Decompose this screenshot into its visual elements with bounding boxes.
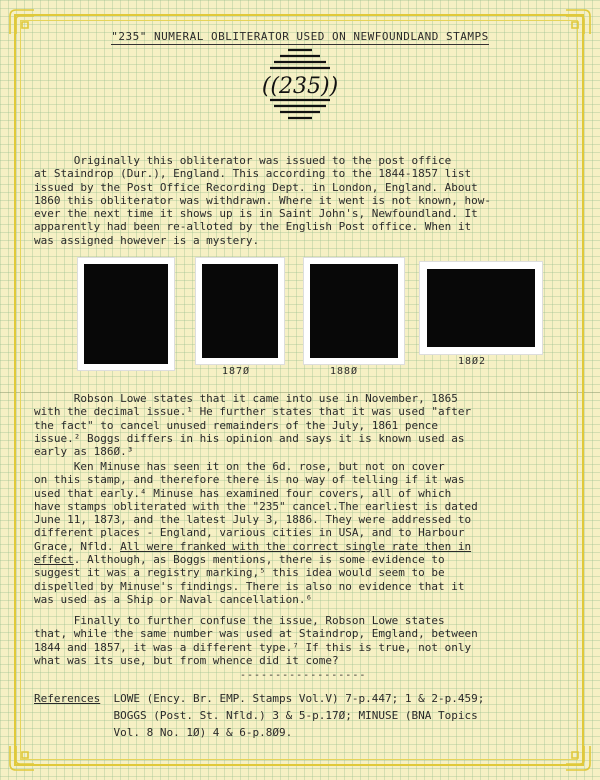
section-divider: ------------------ bbox=[240, 670, 367, 681]
stamp-photo-2 bbox=[196, 258, 284, 364]
stamp-photo-4 bbox=[420, 262, 542, 354]
stamp-photo-3 bbox=[304, 258, 404, 364]
photo-caption-1880: 188Ø bbox=[330, 366, 359, 377]
corner-ornament-icon bbox=[8, 744, 36, 772]
corner-ornament-icon bbox=[564, 744, 592, 772]
photo-caption-1870: 187Ø bbox=[222, 366, 251, 377]
paragraph-origin: Originally this obliterator was issued to the post office at Staindrop (Dur.), England. This according to the 1844-1857 list issued by the Post Office Recording Dept. in London, England. About 1860 this obliterator was withdrawn. Where it went is not known, how- ever the next time it shows up is in Saint John's, Newfoundland. It apparently had been re-alloted by the English Post office. When it was assigned however is a mystery. bbox=[34, 154, 491, 247]
paragraph-minuse bbox=[34, 460, 564, 606]
page-title bbox=[0, 30, 600, 43]
page-title-text: "235" NUMERAL OBLITERATOR USED ON NEWFOUNDLAND STAMPS bbox=[111, 30, 489, 43]
underlined-text-2: effect bbox=[34, 553, 74, 567]
photo-caption-1882: 18Ø2 bbox=[458, 356, 487, 367]
references-text: LOWE (Ency. Br. EMP. Stamps Vol.V) 7-p.447; 1 & 2-p.459; BOGGS (Post. St. Nfld.) 3 & 5-p.17Ø; MINUSE (BNA Topics Vol. 8 No. 1Ø) 4 & 6-p.8Ø9. bbox=[113, 692, 485, 739]
stamp-photo-1 bbox=[78, 258, 174, 370]
references-label: References bbox=[34, 692, 101, 705]
paragraph-conclusion: Finally to further confuse the issue, Robson Lowe states that, while the same number was used at Staindrop, Emgland, between 1844 and 1857, it was a different type.⁷ If this is true, not only what was its use, but from whence did it come? bbox=[34, 614, 478, 667]
paragraph-minuse-part-2: . Although, as Boggs mentions, there is some evidence to suggest it was a registry marking,⁵ this idea would seem to be dispelled by Minuse's findings. There is also no evidence that it was used as a Ship or Naval cancellation.⁶ bbox=[34, 553, 465, 606]
paragraph-minuse-part-1: Ken Minuse has seen it on the 6d. rose, but not on cover on this stamp, and therefore there is no way of telling if it was used that early.⁴ Minuse has examined four covers, all of which have stamps obliterated with the "235" cancel.The earliest is dated June 11, 1873, and the latest July 3, 1886. They were addressed to different places - England, various cities in USA, and to Harbour Grace, Nfld. bbox=[34, 460, 478, 553]
paragraph-robson-lowe: Robson Lowe states that it came into use in November, 1865 with the decimal issue.¹ He further states that it was used "after the fact" to cancel unused remainders of the July, 1861 pence issue.² Boggs differs in his opinion and says it is known used as early as 186Ø.³ bbox=[34, 392, 472, 459]
numeral-obliterator-mark bbox=[250, 44, 350, 124]
cancel-number: ((235)) bbox=[261, 74, 339, 99]
underlined-text-1: All were franked with the correct single rate then in bbox=[120, 539, 472, 553]
references-section bbox=[34, 690, 574, 741]
